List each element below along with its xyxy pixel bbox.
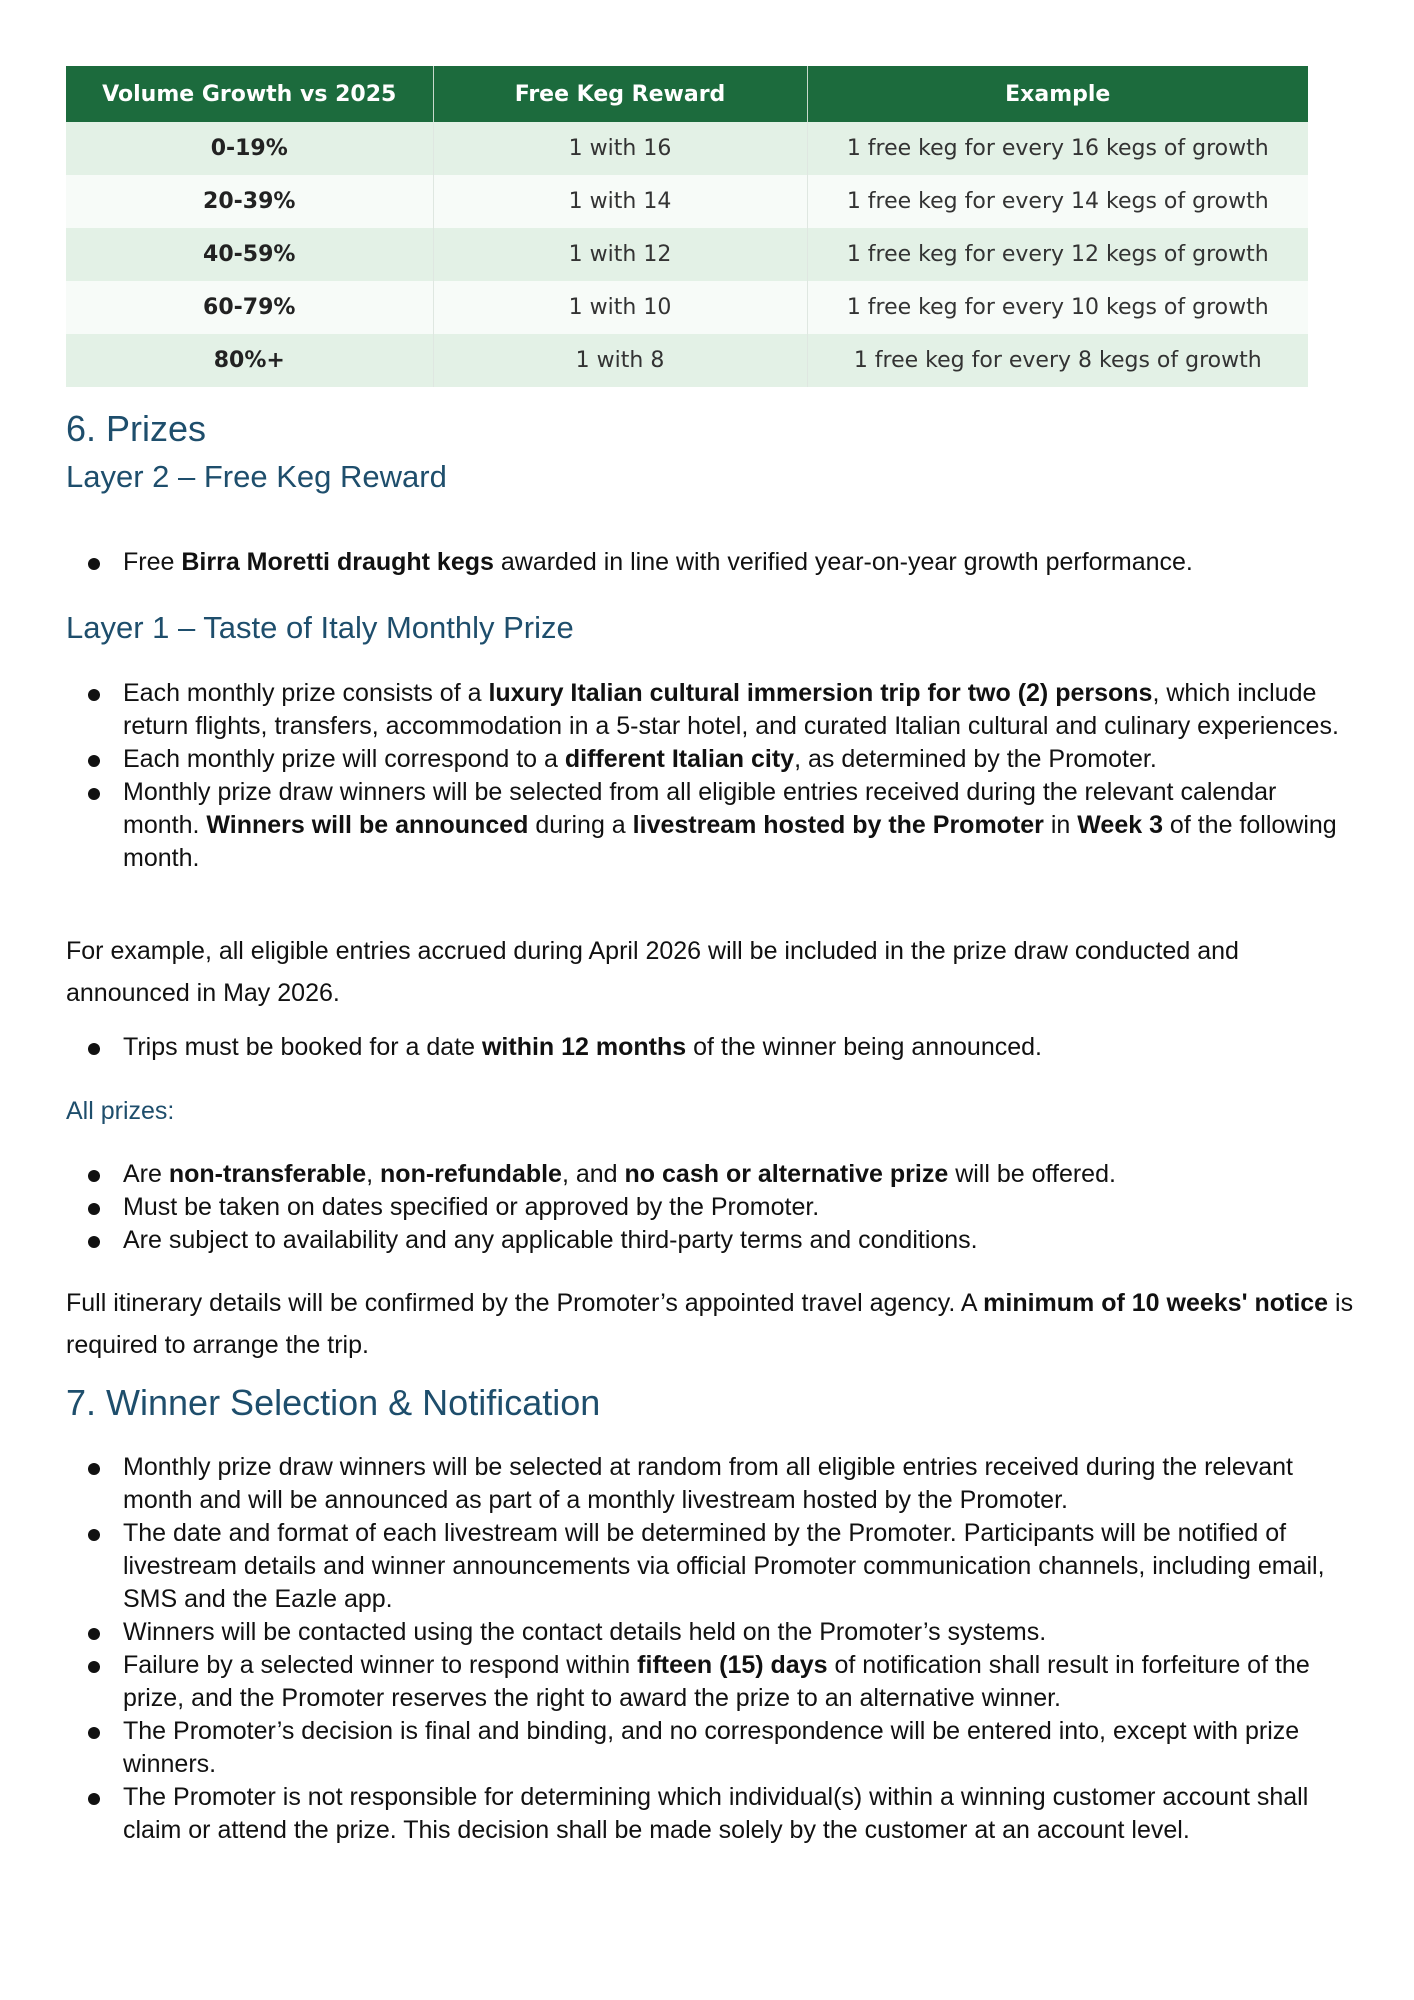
text-run: of notification shall result in forfeiture of the prize, and the Promoter reserves the right to award the prize to an alternative winner. bbox=[123, 1651, 1310, 1712]
text-run: The Promoter is not responsible for determining which individual(s) within a winning customer account shall claim or attend the prize. This decision shall be made solely by the customer at an account level. bbox=[123, 1783, 1309, 1844]
section-heading-prizes: 6. Prizes bbox=[66, 408, 207, 449]
text-run: The Promoter’s decision is final and binding, and no correspondence will be entered into, except with prize winners. bbox=[123, 1717, 1300, 1778]
list-item bbox=[66, 1191, 1356, 1224]
list-item bbox=[66, 1781, 1356, 1847]
text-run: Monthly prize draw winners will be selected from all eligible entries received during the relevant calendar month. bbox=[123, 778, 1277, 839]
section-heading-winner-selection: 7. Winner Selection & Notification bbox=[66, 1382, 601, 1423]
list-item bbox=[66, 1158, 1356, 1191]
table-cell: 1 free keg for every 10 kegs of growth bbox=[807, 281, 1308, 334]
text-run: of the winner being announced. bbox=[686, 1033, 1042, 1061]
table-header-row bbox=[66, 66, 1308, 122]
bullet-icon bbox=[88, 1463, 100, 1475]
bold-text: livestream hosted by the Promoter bbox=[632, 811, 1044, 839]
bullet-icon bbox=[88, 755, 100, 767]
table-row bbox=[66, 281, 1308, 334]
bullet-icon bbox=[88, 558, 100, 570]
table-row bbox=[66, 175, 1308, 228]
text-run: The date and format of each livestream will be determined by the Promoter. Participants will be notified of livestream details and winner announcements via official Promoter communication channels, including email, SMS and the Eazle app. bbox=[123, 1519, 1325, 1613]
bullet-icon bbox=[88, 788, 100, 800]
list-item bbox=[66, 1517, 1356, 1616]
bullet-icon bbox=[88, 1727, 100, 1739]
trips-bullet-list bbox=[66, 1031, 1356, 1064]
text-run: , and bbox=[561, 1160, 625, 1188]
table-header-cell: Example bbox=[807, 66, 1308, 122]
list-item bbox=[66, 1616, 1356, 1649]
bold-text: non-transferable bbox=[168, 1160, 367, 1188]
table-cell: 80%+ bbox=[66, 334, 433, 387]
table-cell: 1 with 8 bbox=[433, 334, 807, 387]
layer-2-bullet-list bbox=[66, 546, 1356, 579]
table-cell: 20-39% bbox=[66, 175, 433, 228]
list-item bbox=[66, 1224, 1356, 1257]
table-cell: 0-19% bbox=[66, 122, 433, 175]
itinerary-paragraph bbox=[66, 1282, 1356, 1366]
text-run: Failure by a selected winner to respond within bbox=[123, 1651, 638, 1679]
list-item bbox=[66, 546, 1356, 579]
table-cell: 1 with 16 bbox=[433, 122, 807, 175]
text-run: Each monthly prize will correspond to a bbox=[123, 745, 565, 773]
subheading-layer-2: Layer 2 – Free Keg Reward bbox=[66, 459, 447, 494]
list-item bbox=[66, 1031, 1356, 1064]
table-cell: 1 with 12 bbox=[433, 228, 807, 281]
text-run: , as determined by the Promoter. bbox=[794, 745, 1157, 773]
text-run: Winners will be contacted using the contact details held on the Promoter’s systems. bbox=[123, 1618, 1047, 1646]
text-run: Full itinerary details will be confirmed by the Promoter’s appointed travel agency. A bbox=[66, 1289, 984, 1317]
bold-text: no cash or alternative prize bbox=[624, 1160, 949, 1188]
bullet-icon bbox=[88, 1203, 100, 1215]
table-cell: 1 free keg for every 14 kegs of growth bbox=[807, 175, 1308, 228]
bold-text: luxury Italian cultural immersion trip for two (2) persons bbox=[488, 679, 1153, 707]
bullet-icon bbox=[88, 1170, 100, 1182]
all-prizes-bullet-list bbox=[66, 1158, 1356, 1257]
list-item bbox=[66, 1451, 1356, 1517]
table-row bbox=[66, 334, 1308, 387]
subheading-all-prizes: All prizes: bbox=[66, 1097, 175, 1125]
table-cell: 1 free keg for every 8 kegs of growth bbox=[807, 334, 1308, 387]
text-run: Are bbox=[123, 1160, 169, 1188]
bullet-icon bbox=[88, 1529, 100, 1541]
example-paragraph: For example, all eligible entries accrued during April 2026 will be included in the prize draw conducted and announced in May 2026. bbox=[66, 937, 1239, 1007]
text-run: awarded in line with verified year-on-year growth performance. bbox=[493, 548, 1193, 576]
bold-text: minimum of 10 weeks' notice bbox=[983, 1289, 1329, 1317]
table-header-cell: Free Keg Reward bbox=[433, 66, 807, 122]
text-run: will be offered. bbox=[948, 1160, 1116, 1188]
bullet-icon bbox=[88, 1236, 100, 1248]
bold-text: non-refundable bbox=[380, 1160, 562, 1188]
list-item bbox=[66, 743, 1356, 776]
table-cell: 60-79% bbox=[66, 281, 433, 334]
winner-bullet-list bbox=[66, 1451, 1356, 1847]
table-cell: 1 with 14 bbox=[433, 175, 807, 228]
text-run: Monthly prize draw winners will be selected at random from all eligible entries received during the relevant month and will be announced as part of a monthly livestream hosted by the Promoter. bbox=[123, 1453, 1294, 1514]
bullet-icon bbox=[88, 689, 100, 701]
list-item bbox=[66, 776, 1356, 875]
text-run: of the following month. bbox=[123, 811, 1337, 872]
text-run: Must be taken on dates specified or approved by the Promoter. bbox=[123, 1193, 820, 1221]
layer-1-bullet-list bbox=[66, 677, 1356, 875]
bold-text: within 12 months bbox=[481, 1033, 687, 1061]
bullet-icon bbox=[88, 1661, 100, 1673]
list-item bbox=[66, 677, 1356, 743]
text-run: during a bbox=[528, 811, 633, 839]
text-run: Trips must be booked for a date bbox=[123, 1033, 482, 1061]
bold-text: Winners will be announced bbox=[206, 811, 529, 839]
keg-reward-table bbox=[66, 66, 1308, 387]
table-row bbox=[66, 122, 1308, 175]
bold-text: Birra Moretti draught kegs bbox=[181, 548, 494, 576]
text-run: Each monthly prize consists of a bbox=[123, 679, 489, 707]
bullet-icon bbox=[88, 1628, 100, 1640]
list-item bbox=[66, 1649, 1356, 1715]
list-item bbox=[66, 1715, 1356, 1781]
subheading-layer-1: Layer 1 – Taste of Italy Monthly Prize bbox=[66, 610, 574, 645]
text-run: , which include return flights, transfers, accommodation in a 5-star hotel, and curated Italian cultural and culinary experiences. bbox=[123, 679, 1339, 740]
table-cell: 1 free keg for every 12 kegs of growth bbox=[807, 228, 1308, 281]
table-cell: 1 with 10 bbox=[433, 281, 807, 334]
table-header-cell: Volume Growth vs 2025 bbox=[66, 66, 433, 122]
bullet-icon bbox=[88, 1793, 100, 1805]
text-run: Free bbox=[123, 548, 182, 576]
text-run: in bbox=[1043, 811, 1078, 839]
bold-text: different Italian city bbox=[564, 745, 795, 773]
table-cell: 1 free keg for every 16 kegs of growth bbox=[807, 122, 1308, 175]
text-run: , bbox=[366, 1160, 381, 1188]
bold-text: Week 3 bbox=[1077, 811, 1163, 839]
bullet-icon bbox=[88, 1043, 100, 1055]
text-run: Are subject to availability and any applicable third-party terms and conditions. bbox=[123, 1226, 978, 1254]
text-run: is required to arrange the trip. bbox=[66, 1289, 1354, 1359]
bold-text: fifteen (15) days bbox=[637, 1651, 828, 1679]
table-cell: 40-59% bbox=[66, 228, 433, 281]
table-row bbox=[66, 228, 1308, 281]
